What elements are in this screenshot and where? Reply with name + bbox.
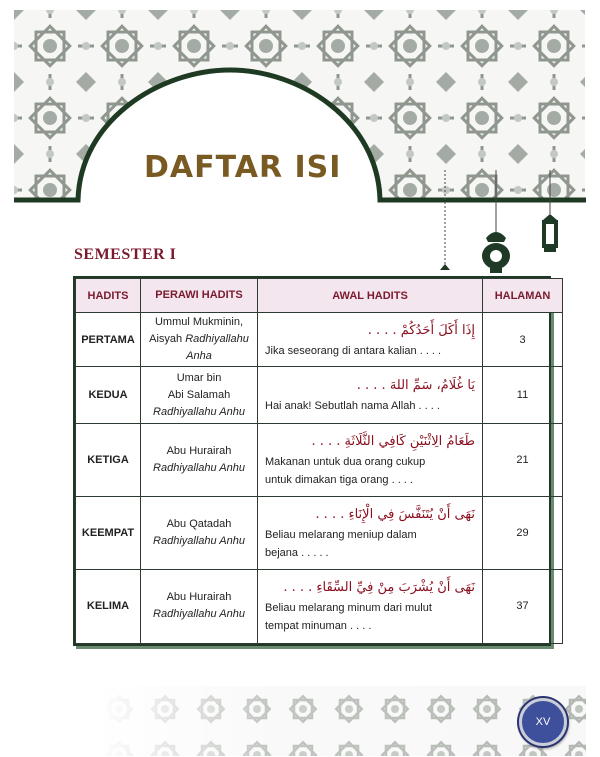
contents-table [75, 278, 563, 644]
cell-awal [258, 367, 483, 423]
cell-awal [258, 313, 483, 367]
perawi-line: Radhiyallahu Anhu [153, 461, 245, 474]
cell-perawi [141, 367, 258, 423]
perawi-line: Anha [186, 350, 212, 363]
table-row[interactable] [76, 313, 563, 367]
table-row[interactable] [76, 367, 563, 423]
cell-awal [258, 497, 483, 569]
perawi-honorific: Radhiyallahu [185, 333, 249, 346]
indonesian-text: Beliau melarang minum dari mulut [265, 602, 432, 615]
perawi-line: Abu Hurairah [166, 591, 232, 604]
perawi-line: Umar bin [176, 371, 222, 384]
cell-halaman: 21 [483, 423, 563, 496]
cell-halaman: 29 [483, 497, 563, 569]
table-row[interactable] [76, 569, 563, 643]
indonesian-text: Makanan untuk dua orang cukup [265, 455, 426, 468]
bottom-geometric-pattern [96, 686, 586, 756]
contents-table-frame [73, 276, 551, 646]
table-header-row [76, 279, 563, 313]
cell-awal [258, 423, 483, 496]
cell-perawi [141, 313, 258, 367]
perawi-name: Aisyah [149, 333, 183, 346]
arabic-text: نَهَى أَنْ يُشْرَبَ مِنْ فِيِّ السِّقَاءِ . . . . [283, 580, 475, 596]
perawi-line: Abi Salamah [167, 388, 231, 401]
perawi-line: Radhiyallahu Anhu [153, 405, 245, 418]
cell-hadits: KETIGA [76, 423, 141, 496]
arabic-text: يَا غُلَامُ، سَمِّ اللهَ . . . . [356, 378, 475, 394]
cell-awal [258, 569, 483, 643]
header-halaman: HALAMAN [483, 279, 563, 313]
cell-hadits: PERTAMA [76, 313, 141, 367]
cell-hadits: KELIMA [76, 569, 141, 643]
indonesian-text: Hai anak! Sebutlah nama Allah . . . . [265, 400, 440, 413]
indonesian-text: tempat minuman . . . . [265, 620, 372, 633]
perawi-line: Abu Hurairah [166, 444, 232, 457]
perawi-line: Ummul Mukminin, [154, 316, 243, 329]
arabic-text: إِذَا أَكَلَ أَحَدُكُمْ . . . . [367, 322, 475, 338]
arabic-text: طَعَامُ الِاثْنَيْنِ كَافِي الثَّلَاثَةِ . . . . [311, 433, 475, 449]
perawi-line [142, 331, 256, 348]
cell-perawi [141, 497, 258, 569]
indonesian-text: untuk dimakan tiga orang . . . . [265, 473, 413, 486]
cell-halaman: 37 [483, 569, 563, 643]
perawi-line: Abu Qatadah [166, 517, 232, 530]
cell-hadits: KEEMPAT [76, 497, 141, 569]
table-row[interactable] [76, 497, 563, 569]
cell-halaman: 11 [483, 367, 563, 423]
arabic-text: نَهَى أَنْ يُتَنَفَّسَ فِي الْإِنَاءِ . . . . [315, 506, 475, 522]
header-awal: AWAL HADITS [258, 279, 483, 313]
indonesian-text: Jika seseorang di antara kalian . . . . [265, 344, 442, 357]
perawi-line: Radhiyallahu Anhu [153, 608, 245, 621]
semester-heading: SEMESTER I [74, 246, 177, 263]
hanging-lanterns-icon [430, 170, 580, 280]
cell-hadits: KEDUA [76, 367, 141, 423]
cell-perawi [141, 569, 258, 643]
table-row[interactable] [76, 423, 563, 496]
header-hadits: HADITS [76, 279, 141, 313]
page-title: DAFTAR ISI [144, 150, 342, 185]
cell-halaman: 3 [483, 313, 563, 367]
perawi-line: Radhiyallahu Anhu [153, 534, 245, 547]
indonesian-text: Beliau melarang meniup dalam [265, 528, 417, 541]
page-number-badge: XV [519, 698, 567, 746]
indonesian-text: bejana . . . . . [265, 546, 329, 559]
header-perawi: PERAWI HADITS [141, 279, 258, 313]
cell-perawi [141, 423, 258, 496]
